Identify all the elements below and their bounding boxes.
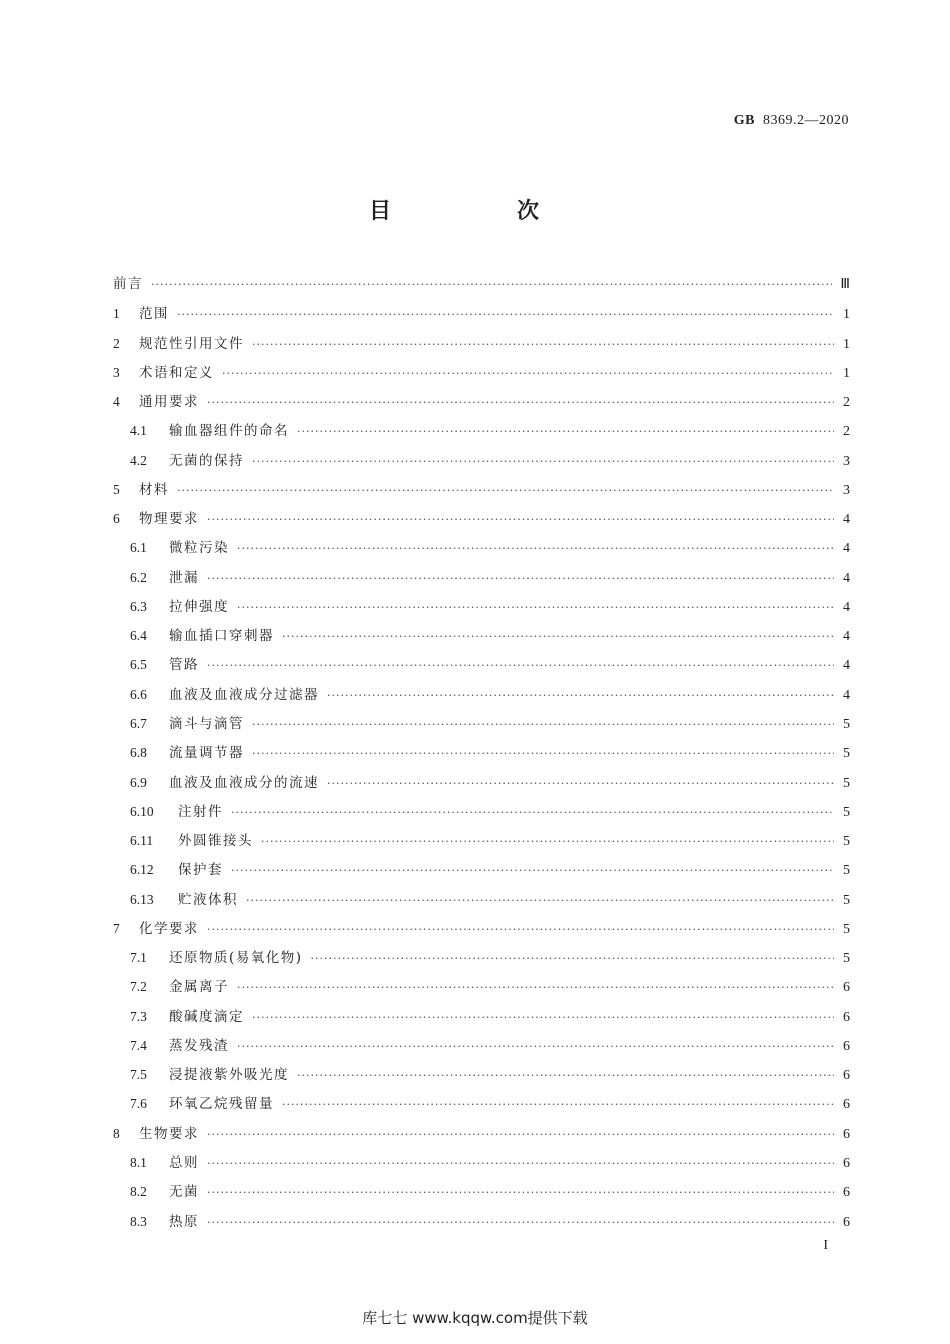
toc-leader-dots	[311, 944, 834, 973]
toc-leader-dots	[207, 1178, 834, 1207]
toc-entry-label: 输血器组件的命名	[169, 423, 289, 440]
toc-entry[interactable]	[113, 1207, 850, 1236]
toc-entry-page: 4	[843, 541, 850, 557]
toc-entry-page: 1	[843, 307, 850, 323]
toc-entry-label: 输血插口穿刺器	[169, 628, 274, 645]
toc-entry-number: 1	[113, 306, 120, 322]
toc-entry[interactable]	[113, 826, 850, 855]
toc-entry-label: 材料	[139, 481, 169, 498]
toc-entry-number: 8.2	[130, 1184, 147, 1200]
toc-entry[interactable]	[113, 1031, 850, 1060]
toc-entry-label: 通用要求	[139, 394, 199, 411]
footer-watermark: 库七七 www.kqqw.com提供下载	[362, 1309, 588, 1327]
toc-entry-page: 5	[843, 775, 850, 791]
toc-entry[interactable]	[113, 329, 850, 358]
toc-entry-number: 8	[113, 1125, 120, 1141]
toc-entry-page: 3	[843, 482, 850, 498]
toc-entry[interactable]	[113, 621, 850, 650]
toc-entry[interactable]	[113, 1177, 850, 1206]
toc-entry-number: 7.6	[130, 1096, 147, 1112]
toc-entry[interactable]	[113, 709, 850, 738]
toc-leader-dots	[237, 1032, 834, 1061]
toc-leader-dots	[252, 739, 834, 768]
toc-leader-dots	[177, 300, 834, 329]
toc-entry[interactable]	[113, 416, 850, 445]
toc-entry-number: 6.5	[130, 657, 147, 673]
toc-entry-number: 6.12	[130, 862, 154, 878]
toc-leader-dots	[207, 651, 834, 680]
standard-number: 8369.2—2020	[763, 113, 849, 128]
toc-entry[interactable]	[113, 1060, 850, 1089]
toc-entry-page: 1	[843, 336, 850, 352]
toc-entry-label: 泄漏	[169, 569, 199, 586]
toc-entry-label: 注射件	[178, 803, 223, 820]
toc-entry[interactable]	[113, 446, 850, 475]
toc-entry-number: 6.2	[130, 569, 147, 585]
toc-entry-label: 拉伸强度	[169, 598, 229, 615]
toc-entry-label: 流量调节器	[169, 745, 244, 762]
page-title: 目 次	[368, 199, 591, 224]
toc-entry-number: 6.1	[130, 540, 147, 556]
toc-leader-dots	[237, 973, 834, 1002]
toc-entry[interactable]	[113, 1089, 850, 1118]
toc-entry-page: 6	[843, 1214, 850, 1230]
toc-entry-label: 贮液体积	[178, 891, 238, 908]
toc-entry-label: 前言	[113, 276, 143, 292]
toc-entry[interactable]	[113, 855, 850, 884]
toc-entry-number: 6.8	[130, 745, 147, 761]
toc-entry-label: 蒸发残渣	[169, 1037, 229, 1054]
toc-entry[interactable]	[113, 1119, 850, 1148]
toc-entry[interactable]	[113, 475, 850, 504]
toc-entry-label: 血液及血液成分的流速	[169, 774, 319, 791]
toc-entry-page: 2	[843, 424, 850, 440]
toc-leader-dots	[282, 622, 834, 651]
toc-entry-page: 5	[843, 921, 850, 937]
toc-entry-page: 4	[843, 687, 850, 703]
toc-entry-number: 8.3	[130, 1213, 147, 1229]
toc-entry[interactable]	[113, 563, 850, 592]
toc-entry[interactable]	[113, 797, 850, 826]
toc-entry[interactable]	[113, 358, 850, 387]
toc-entry-number: 3	[113, 364, 120, 380]
toc-entry[interactable]	[113, 768, 850, 797]
toc-entry-number: 4.2	[130, 452, 147, 468]
toc-entry-page: 4	[843, 512, 850, 528]
toc-entry-page: 4	[843, 599, 850, 615]
toc-entry-number: 6.11	[130, 833, 154, 849]
toc-leader-dots	[231, 798, 834, 827]
toc-entry-page: 4	[843, 570, 850, 586]
toc-leader-dots	[237, 534, 834, 563]
toc-leader-dots	[297, 1061, 834, 1090]
toc-entry-label: 化学要求	[139, 920, 199, 937]
toc-entry-number: 4	[113, 394, 120, 410]
toc-entry[interactable]	[113, 680, 850, 709]
toc-entry[interactable]	[113, 270, 850, 299]
toc-entry-label: 管路	[169, 657, 199, 674]
toc-leader-dots	[207, 1149, 834, 1178]
toc-entry[interactable]	[113, 387, 850, 416]
toc-entry-number: 6.7	[130, 715, 147, 731]
toc-entry-page: 5	[843, 834, 850, 850]
toc-leader-dots	[177, 476, 834, 505]
toc-entry-number: 7.4	[130, 1037, 147, 1053]
toc-leader-dots	[252, 1003, 834, 1032]
toc-entry-page: 6	[843, 1155, 850, 1171]
standard-prefix: GB	[733, 113, 755, 128]
toc-leader-dots	[207, 915, 834, 944]
toc-entry-page: 4	[843, 658, 850, 674]
toc-entry-number: 6.6	[130, 686, 147, 702]
toc-entry-label: 环氧乙烷残留量	[169, 1096, 274, 1113]
toc-entry[interactable]	[113, 650, 850, 679]
toc-entry-page: 6	[843, 1009, 850, 1025]
toc-entry-page: 6	[843, 1126, 850, 1142]
toc-entry-number: 7.2	[130, 979, 147, 995]
toc-entry-label: 微粒污染	[169, 540, 229, 557]
toc-entry[interactable]	[113, 943, 850, 972]
toc-entry-number: 4.1	[130, 423, 147, 439]
toc-entry-label: 无菌的保持	[169, 452, 244, 469]
toc-entry-number: 7.1	[130, 950, 147, 966]
toc-entry-number: 6.13	[130, 891, 154, 907]
standard-code	[734, 113, 849, 129]
toc-entry-label: 热原	[169, 1213, 199, 1230]
toc-entry-number: 7.5	[130, 1067, 147, 1083]
toc-entry-label: 术语和定义	[139, 364, 214, 381]
toc-entry-page: 3	[843, 453, 850, 469]
toc-entry-page: 6	[843, 1038, 850, 1054]
toc-entry-label: 物理要求	[139, 511, 199, 528]
toc-entry-page: 6	[843, 980, 850, 996]
toc-leader-dots	[297, 417, 834, 446]
toc-entry-page: 6	[843, 1185, 850, 1201]
toc-entry-page: 2	[843, 395, 850, 411]
toc-entry[interactable]	[113, 504, 850, 533]
toc-leader-dots	[207, 388, 834, 417]
toc-entry-page: 4	[843, 629, 850, 645]
table-of-contents	[113, 270, 850, 1236]
toc-entry-number: 6.9	[130, 774, 147, 790]
toc-leader-dots	[282, 1090, 834, 1119]
toc-entry[interactable]	[113, 972, 850, 1001]
toc-leader-dots	[327, 769, 834, 798]
toc-entry-page: 5	[843, 746, 850, 762]
toc-entry[interactable]	[113, 914, 850, 943]
toc-entry-number: 6.10	[130, 803, 154, 819]
toc-leader-dots	[246, 886, 834, 915]
toc-entry-label: 生物要求	[139, 1125, 199, 1142]
toc-entry[interactable]	[113, 1148, 850, 1177]
toc-entry-page: 5	[843, 892, 850, 908]
toc-entry-number: 2	[113, 335, 120, 351]
toc-entry-number: 7.3	[130, 1008, 147, 1024]
toc-entry-number: 6.3	[130, 598, 147, 614]
toc-entry[interactable]	[113, 1002, 850, 1031]
page-number: I	[823, 1238, 828, 1253]
toc-leader-dots	[237, 593, 834, 622]
toc-entry[interactable]	[113, 299, 850, 328]
toc-entry-label: 规范性引用文件	[139, 335, 244, 352]
toc-entry-page: Ⅲ	[840, 277, 850, 292]
toc-entry-page: 6	[843, 1097, 850, 1113]
toc-leader-dots	[261, 827, 834, 856]
toc-entry-label: 保护套	[178, 862, 223, 879]
toc-leader-dots	[151, 270, 832, 299]
toc-entry[interactable]	[113, 885, 850, 914]
toc-entry-label: 浸提液紫外吸光度	[169, 1067, 289, 1084]
toc-leader-dots	[252, 447, 834, 476]
toc-entry-page: 5	[843, 951, 850, 967]
toc-entry-number: 6	[113, 511, 120, 527]
toc-entry-number: 7	[113, 920, 120, 936]
toc-leader-dots	[231, 856, 834, 885]
toc-leader-dots	[252, 710, 834, 739]
toc-entry-page: 5	[843, 716, 850, 732]
toc-entry-page: 6	[843, 1068, 850, 1084]
toc-entry-page: 5	[843, 804, 850, 820]
toc-entry-page: 1	[843, 365, 850, 381]
toc-entry-label: 血液及血液成分过滤器	[169, 686, 319, 703]
toc-leader-dots	[252, 330, 834, 359]
toc-entry[interactable]	[113, 738, 850, 767]
toc-leader-dots	[207, 505, 834, 534]
toc-entry-number: 5	[113, 481, 120, 497]
toc-entry[interactable]	[113, 592, 850, 621]
toc-entry-label: 范围	[139, 306, 169, 323]
toc-entry-label: 酸碱度滴定	[169, 1008, 244, 1025]
toc-leader-dots	[207, 1120, 834, 1149]
toc-entry-label: 总则	[169, 1154, 199, 1171]
toc-entry-label: 金属离子	[169, 979, 229, 996]
toc-leader-dots	[207, 1208, 834, 1237]
toc-entry[interactable]	[113, 533, 850, 562]
toc-leader-dots	[222, 359, 834, 388]
toc-entry-label: 无菌	[169, 1184, 199, 1201]
toc-entry-label: 外圆锥接头	[178, 833, 253, 850]
toc-entry-label: 滴斗与滴管	[169, 715, 244, 732]
toc-entry-page: 5	[843, 863, 850, 879]
toc-leader-dots	[327, 681, 834, 710]
toc-entry-number: 8.1	[130, 1154, 147, 1170]
toc-entry-number: 6.4	[130, 628, 147, 644]
toc-leader-dots	[207, 564, 834, 593]
toc-entry-label: 还原物质(易氧化物)	[169, 950, 303, 967]
